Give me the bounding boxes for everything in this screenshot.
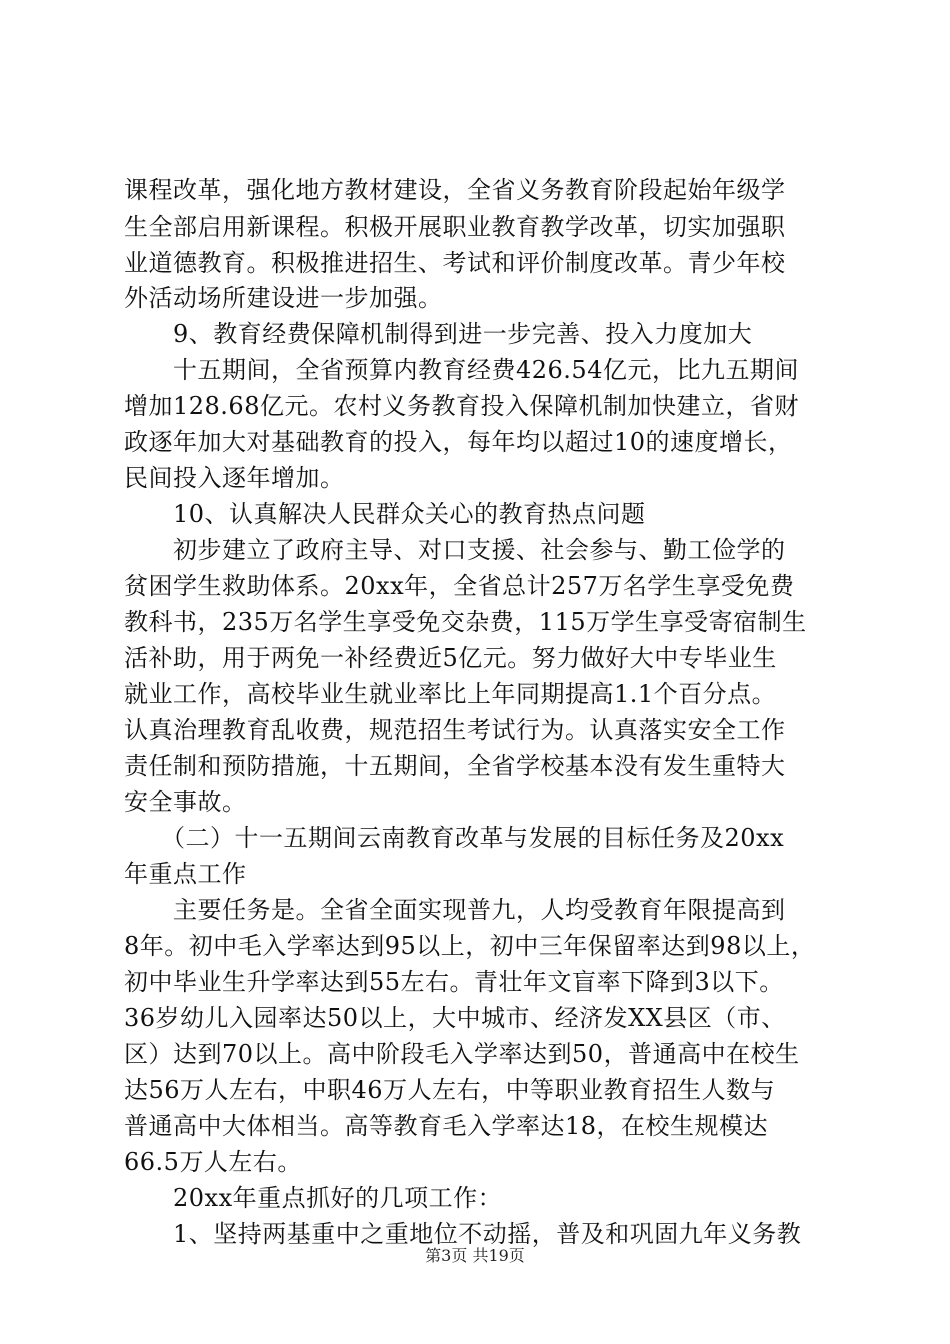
text-line: 36岁幼儿入园率达50以上，大中城市、经济发XX县区（市、 bbox=[124, 1004, 786, 1032]
text-line: 民间投入逐年增加。 bbox=[124, 464, 345, 492]
text-line: 就业工作，高校毕业生就业率比上年同期提高1.1个百分点。 bbox=[124, 680, 777, 708]
text-line: 教科书，235万名学生享受免交杂费，115万学生享受寄宿制生 bbox=[124, 608, 807, 636]
section-heading: 9、教育经费保障机制得到进一步完善、投入力度加大 bbox=[124, 320, 753, 348]
section-heading: 20xx年重点抓好的几项工作： bbox=[124, 1184, 503, 1212]
text-line: 初步建立了政府主导、对口支援、社会参与、勤工俭学的 bbox=[124, 536, 786, 564]
text-line: 贫困学生救助体系。20xx年，全省总计257万名学生享受免费 bbox=[124, 572, 795, 600]
text-line: 外活动场所建设进一步加强。 bbox=[124, 284, 443, 312]
page-number-footer: 第3页 共19页 bbox=[425, 1246, 525, 1265]
text-line: 业道德教育。积极推进招生、考试和评价制度改革。青少年校 bbox=[124, 249, 786, 277]
text-line: 8年。初中毛入学率达到95以上，初中三年保留率达到98以上， bbox=[124, 932, 816, 960]
text-line: 初中毕业生升学率达到55左右。青壮年文盲率下降到3以下。 bbox=[124, 968, 784, 996]
text-line: 区）达到70以上。高中阶段毛入学率达到50，普通高中在校生 bbox=[124, 1040, 800, 1068]
section-heading: 年重点工作 bbox=[124, 860, 247, 888]
text-line: 增加128.68亿元。农村义务教育投入保障机制加快建立，省财 bbox=[124, 392, 799, 420]
section-heading: （二）十一五期间云南教育改革与发展的目标任务及20xx bbox=[124, 824, 785, 852]
text-line: 66.5万人左右。 bbox=[124, 1148, 302, 1176]
text-line: 达56万人左右，中职46万人左右，中等职业教育招生人数与 bbox=[124, 1076, 776, 1104]
text-line: 活补助，用于两免一补经费近5亿元。努力做好大中专毕业生 bbox=[124, 644, 777, 672]
text-line: 认真治理教育乱收费，规范招生考试行为。认真落实安全工作 bbox=[124, 716, 786, 744]
text-line: 主要任务是。全省全面实现普九，人均受教育年限提高到 bbox=[124, 896, 786, 924]
text-line: 政逐年加大对基础教育的投入，每年均以超过10的速度增长， bbox=[124, 428, 793, 456]
text-line: 生全部启用新课程。积极开展职业教育教学改革，切实加强职 bbox=[124, 213, 786, 241]
text-line: 安全事故。 bbox=[124, 788, 247, 816]
text-line: 课程改革，强化地方教材建设，全省义务教育阶段起始年级学 bbox=[124, 176, 786, 204]
section-heading: 10、认真解决人民群众关心的教育热点问题 bbox=[124, 500, 646, 528]
text-line: 十五期间，全省预算内教育经费426.54亿元，比九五期间 bbox=[124, 356, 799, 384]
text-line: 责任制和预防措施，十五期间，全省学校基本没有发生重特大 bbox=[124, 752, 786, 780]
section-heading: 1、坚持两基重中之重地位不动摇，普及和巩固九年义务教 bbox=[124, 1220, 802, 1248]
text-line: 普通高中大体相当。高等教育毛入学率达18，在校生规模达 bbox=[124, 1112, 769, 1140]
